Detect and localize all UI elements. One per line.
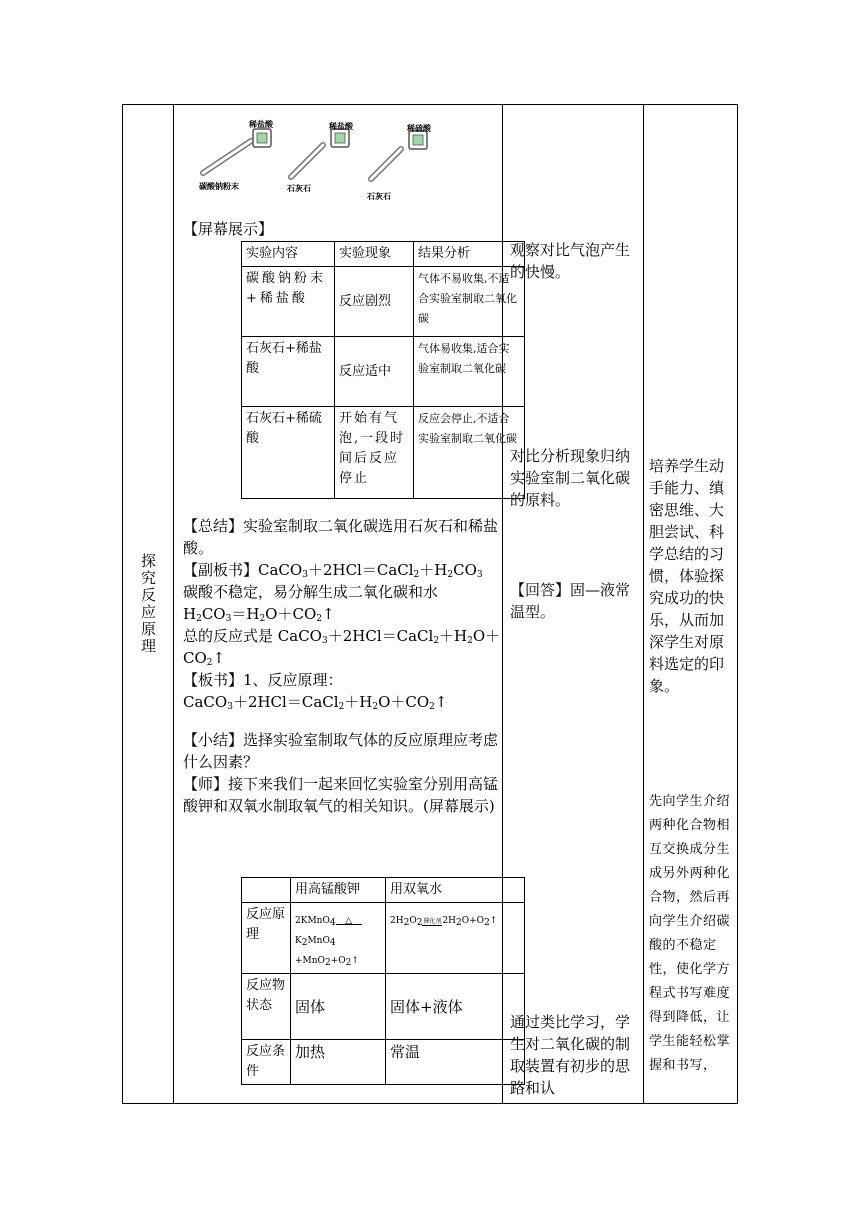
board-label: 【板书】1、反应原理：	[183, 671, 343, 689]
intro-text: 先向学生介绍两种化合物相互交换成分生成另外两种化合物，然后再向学生介绍碳酸的不稳定性，使化学方程式书写难度得到降低，让学生能轻松掌握和书写，	[649, 794, 731, 1073]
figure-label-2: 稀盐酸	[329, 122, 353, 131]
table2-header: 用双氧水	[386, 878, 525, 903]
sub-board-line: 【副板书】$CaCO_3+2HCl=CaCl_2+H_2CO_3$	[183, 561, 483, 580]
h2o2-equation: $2H_2O_2$催化剂$2H_2O+O_2↑$	[386, 903, 525, 974]
screen-show-title: 【屏幕展示】	[183, 220, 274, 238]
table1-cell: 反应剧烈	[335, 267, 414, 337]
table2-header: 用高锰酸钾	[291, 878, 386, 903]
intro-block	[649, 789, 733, 1077]
table2-row-label: 反应原理	[242, 903, 291, 974]
table1-header: 实验内容	[242, 242, 335, 267]
stage-cell	[123, 105, 173, 1103]
total-label: 总的反应式是	[183, 627, 274, 645]
table1-cell: 气体易收集,适合实验室制取二氧化碳	[414, 337, 525, 407]
xiaojie-text: 【小结】选择实验室制取气体的反应原理应考虑什么因素？	[183, 731, 499, 771]
formula-block	[183, 515, 503, 817]
oxygen-table	[241, 877, 525, 1085]
test-tube-2	[291, 129, 349, 177]
analyze-text: 对比分析现象归纳实验室制二氧化碳的原料。	[510, 447, 631, 509]
test-tube-1	[203, 129, 271, 173]
teacher-text: 【师】接下来我们一起来回忆实验室分别用高锰酸钾和双氧水制取氧气的相关知识。(屏幕展示)	[183, 775, 499, 815]
column-divider	[643, 105, 644, 1103]
figure-solid-1: 碳酸钠粉末	[199, 182, 239, 191]
figure-label-1: 稀盐酸	[249, 120, 273, 129]
experiment-table	[241, 241, 525, 499]
sub-board-label: 【副板书】	[183, 561, 259, 579]
stage-label: 探究反应原理	[139, 553, 157, 655]
table2-row-label: 反应物状态	[242, 974, 291, 1040]
table1-cell: 反应适中	[335, 337, 414, 407]
table1-cell: 石灰石+稀硫酸	[242, 407, 335, 499]
test-tube-3	[371, 131, 427, 179]
column-divider	[173, 105, 174, 1103]
analogy-text: 通过类比学习，学生对二氧化碳的制取装置有初步的思路和认	[510, 1013, 631, 1097]
kmno4-condition: 加热	[291, 1040, 386, 1085]
table1-header: 结果分析	[414, 242, 525, 267]
kmno4-equation: 2KMnO$_4$ $\triangle K_2MnO_4$ $+MnO_2+O_2↑$	[291, 903, 386, 974]
figure-solid-2: 石灰石	[287, 184, 311, 193]
table2-header	[242, 878, 291, 903]
kmno4-state: 固体	[291, 974, 386, 1040]
h2o2-condition: 常温	[386, 1040, 525, 1085]
table2-row-label: 反应条件	[242, 1040, 291, 1085]
board-equation: $CaCO_3+2HCl=CaCl_2+H_2O+CO_2↑$	[183, 693, 448, 712]
decompose-equation: $H_2CO_3=H_2O+CO_2↑$	[183, 605, 335, 624]
summary-text: 【总结】实验室制取二氧化碳选用石灰石和稀盐酸。	[183, 517, 499, 557]
experiment-figure	[195, 115, 435, 215]
figure-label-3: 稀硫酸	[407, 124, 431, 133]
table1-cell: 碳酸钠粉末+稀盐酸	[242, 267, 335, 337]
figure-solid-3: 石灰石	[367, 192, 391, 201]
table1-header: 实验现象	[335, 242, 414, 267]
lesson-table	[122, 104, 738, 1104]
table1-cell: 开始有气泡,一段时间后反应停止	[335, 407, 414, 499]
total-equation: 总的反应式是 $CaCO_3+2HCl=CaCl_2+H_2O+CO_2↑$	[183, 627, 501, 668]
h2o2-state: 固体+液体	[386, 974, 525, 1040]
observe-text: 观察对比气泡产生的快慢。	[510, 241, 631, 281]
table1-cell: 石灰石+稀盐酸	[242, 337, 335, 407]
goal-text: 培养学生动手能力、缜密思维、大胆尝试、科学总结的习惯，体验探究成功的快乐，从而加深学生对原料选定的印象。	[649, 457, 725, 695]
carbonic-text: 碳酸不稳定，易分解生成二氧化碳和水	[183, 583, 439, 601]
table1-cell: 气体不易收集,不适合实验室制取二氧化碳	[414, 267, 525, 337]
answer-text: 【回答】固—液常温型。	[510, 581, 631, 621]
table1-cell: 反应会停止,不适合实验室制取二氧化碳	[414, 407, 525, 499]
catalyst-label: 催化剂	[423, 918, 442, 925]
